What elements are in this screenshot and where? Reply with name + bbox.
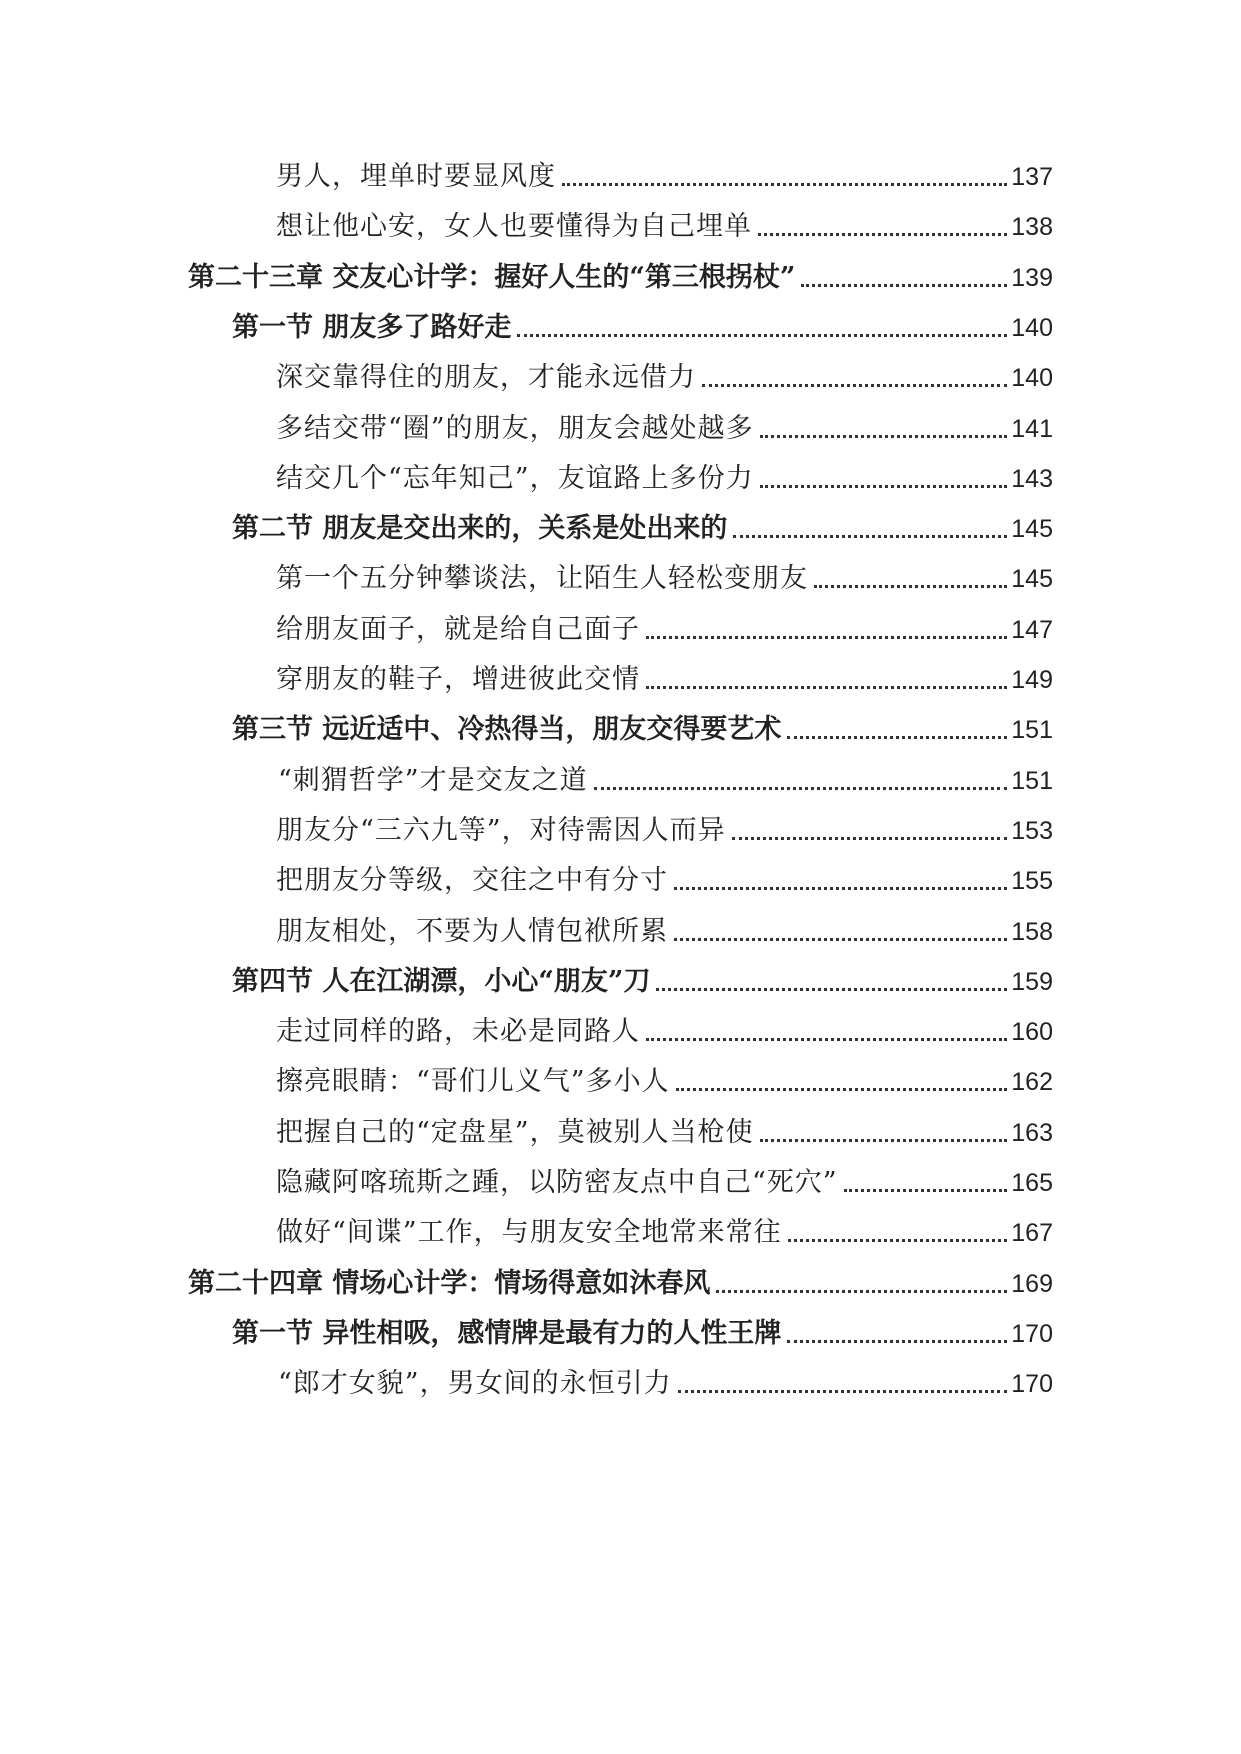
toc-entry-title: 第二节 朋友是交出来的，关系是处出来的 — [232, 513, 728, 545]
toc-subsection-entry[interactable] — [278, 754, 1053, 798]
toc-entry-title: 想让他心安，女人也要懂得为自己埋单 — [276, 211, 752, 243]
dot-leader — [674, 938, 1007, 941]
toc-section-entry[interactable] — [232, 1307, 1053, 1351]
toc-chapter-entry[interactable] — [188, 1257, 1053, 1301]
toc-entry-page-number: 159 — [1011, 967, 1053, 996]
toc-subsection-entry[interactable] — [276, 552, 1053, 596]
toc-entry-page-number: 140 — [1011, 364, 1053, 393]
toc-subsection-entry[interactable] — [276, 150, 1053, 194]
dot-leader — [814, 585, 1007, 588]
toc-entry-title: 第二十四章 情场心计学：情场得意如沐春风 — [188, 1267, 711, 1299]
toc-entry-title: 第一节 异性相吸，感情牌是最有力的人性王牌 — [232, 1317, 782, 1349]
dot-leader — [646, 686, 1007, 689]
toc-entry-page-number: 151 — [1011, 716, 1053, 745]
toc-subsection-entry[interactable] — [276, 200, 1053, 244]
toc-entry-page-number: 153 — [1011, 816, 1053, 845]
dot-leader — [646, 636, 1007, 639]
toc-subsection-entry[interactable] — [278, 1357, 1053, 1401]
toc-entry-title: “刺猬哲学”才是交友之道 — [278, 764, 588, 796]
toc-entry-page-number: 139 — [1011, 263, 1053, 292]
dot-leader — [702, 384, 1007, 387]
toc-entry-title: 走过同样的路，未必是同路人 — [276, 1016, 640, 1048]
toc-subsection-entry[interactable] — [276, 351, 1053, 395]
toc-entry-page-number: 147 — [1011, 615, 1053, 644]
toc-entry-title: 擦亮眼睛：“哥们儿义气”多小人 — [276, 1066, 670, 1098]
dot-leader — [646, 1038, 1007, 1041]
toc-entry-title: 男人，埋单时要显风度 — [276, 161, 556, 192]
toc-entry-page-number: 145 — [1011, 515, 1053, 544]
toc-subsection-entry[interactable] — [276, 905, 1053, 949]
toc-subsection-entry[interactable] — [276, 1156, 1053, 1200]
dot-leader — [656, 988, 1007, 991]
toc-entry-title: 第一节 朋友多了路好走 — [232, 311, 512, 343]
toc-entry-page-number: 170 — [1011, 1319, 1053, 1348]
dot-leader — [594, 787, 1008, 790]
toc-entry-page-number: 149 — [1011, 666, 1053, 694]
toc-entry-page-number: 160 — [1011, 1018, 1053, 1047]
toc-subsection-entry[interactable] — [276, 603, 1053, 647]
toc-entry-page-number: 143 — [1011, 464, 1053, 493]
toc-section-entry[interactable] — [232, 502, 1053, 546]
dot-leader — [733, 535, 1007, 538]
dot-leader — [674, 887, 1007, 890]
dot-leader — [562, 183, 1007, 186]
toc-entry-title: 给朋友面子，就是给自己面子 — [276, 613, 640, 645]
toc-section-entry[interactable] — [232, 703, 1053, 747]
toc-entry-title: 第三节 远近适中、冷热得当，朋友交得要艺术 — [232, 714, 782, 746]
dot-leader — [844, 1189, 1008, 1192]
dot-leader — [732, 837, 1008, 840]
toc-entry-page-number: 145 — [1011, 565, 1053, 594]
toc-entry-page-number: 138 — [1011, 213, 1053, 242]
toc-subsection-entry[interactable] — [276, 653, 1053, 697]
toc-entry-page-number: 167 — [1011, 1219, 1053, 1248]
toc-entry-page-number: 140 — [1011, 313, 1053, 342]
toc-entry-title: 第二十三章 交友心计学：握好人生的“第三根拐杖” — [188, 261, 796, 293]
toc-entry-page-number: 155 — [1011, 867, 1053, 896]
toc-subsection-entry[interactable] — [276, 1206, 1053, 1250]
dot-leader — [676, 1088, 1008, 1091]
toc-entry-title: 朋友相处，不要为人情包袱所累 — [276, 915, 668, 947]
toc-chapter-entry[interactable] — [188, 251, 1053, 295]
toc-entry-title: 穿朋友的鞋子，增进彼此交情 — [276, 664, 640, 695]
toc-subsection-entry[interactable] — [276, 804, 1053, 848]
dot-leader — [760, 1139, 1008, 1142]
toc-subsection-entry[interactable] — [276, 854, 1053, 898]
dot-leader — [760, 435, 1008, 438]
toc-entry-page-number: 163 — [1011, 1118, 1053, 1147]
toc-subsection-entry[interactable] — [276, 452, 1053, 496]
toc-entry-title: 做好“间谍”工作，与朋友安全地常来常往 — [276, 1217, 782, 1249]
dot-leader — [517, 334, 1007, 337]
dot-leader — [788, 1239, 1008, 1242]
toc-subsection-entry[interactable] — [276, 1106, 1053, 1150]
toc-entry-title: 第四节 人在江湖漂，小心“朋友”刀 — [232, 965, 651, 997]
dot-leader — [758, 233, 1007, 236]
toc-entry-title: 把握自己的“定盘星”，莫被别人当枪使 — [276, 1116, 754, 1148]
toc-section-entry[interactable] — [232, 301, 1053, 345]
toc-entry-page-number: 141 — [1011, 414, 1053, 443]
toc-entry-page-number: 151 — [1011, 766, 1053, 795]
toc-entry-page-number: 158 — [1011, 917, 1053, 946]
toc-entry-page-number: 162 — [1011, 1068, 1053, 1097]
toc-entry-title: 深交靠得住的朋友，才能永远借力 — [276, 362, 696, 394]
toc-subsection-entry[interactable] — [276, 1055, 1053, 1099]
dot-leader — [801, 284, 1007, 287]
dot-leader — [787, 1340, 1007, 1343]
toc-entry-title: “郎才女貌”，男女间的永恒引力 — [278, 1368, 672, 1400]
toc-entry-page-number: 137 — [1011, 163, 1053, 191]
toc-entry-title: 隐藏阿喀琉斯之踵，以防密友点中自己“死穴” — [276, 1167, 838, 1198]
toc-entry-title: 朋友分“三六九等”，对待需因人而异 — [276, 814, 726, 846]
toc-entry-title: 多结交带“圈”的朋友，朋友会越处越多 — [276, 412, 754, 444]
toc-entry-title: 结交几个“忘年知己”，友谊路上多份力 — [276, 462, 754, 494]
toc-entry-title: 把朋友分等级，交往之中有分寸 — [276, 865, 668, 897]
toc-entry-page-number: 169 — [1011, 1269, 1053, 1298]
toc-entry-page-number: 170 — [1011, 1370, 1053, 1399]
dot-leader — [787, 736, 1007, 739]
toc-section-entry[interactable] — [232, 955, 1053, 999]
toc-subsection-entry[interactable] — [276, 402, 1053, 446]
toc-entry-page-number: 165 — [1011, 1169, 1053, 1197]
dot-leader — [760, 485, 1008, 488]
dot-leader — [716, 1290, 1007, 1293]
toc-subsection-entry[interactable] — [276, 1005, 1053, 1049]
dot-leader — [678, 1390, 1008, 1393]
toc-entry-title: 第一个五分钟攀谈法，让陌生人轻松变朋友 — [276, 563, 808, 595]
